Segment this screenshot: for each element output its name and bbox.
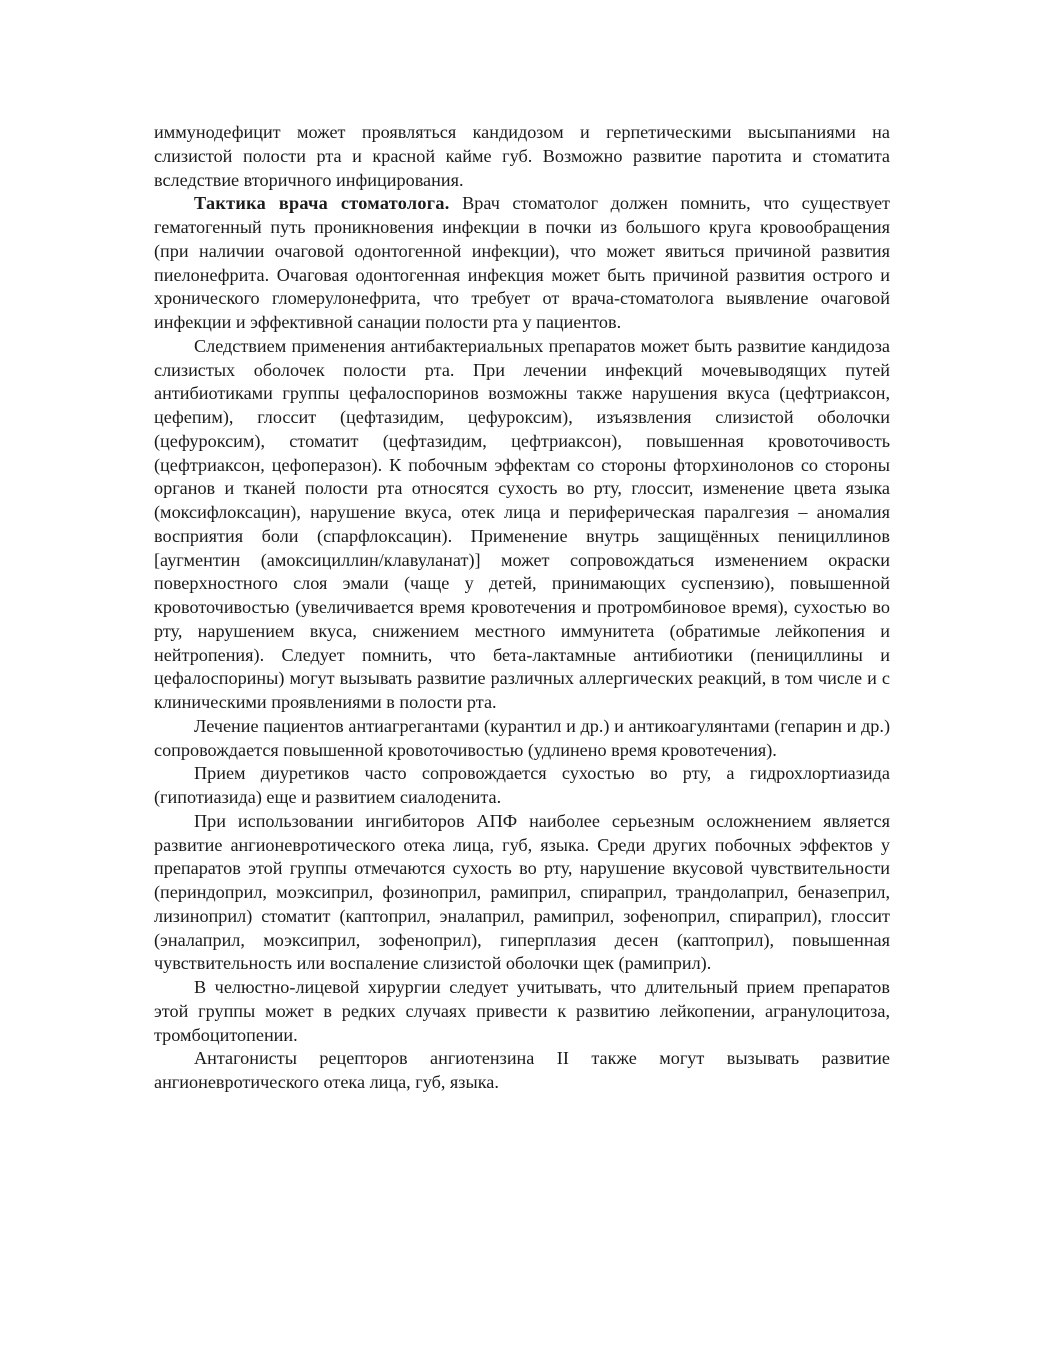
paragraph-ace-inhibitors [154, 810, 890, 976]
paragraph-text: Врач стоматолог должен помнить, что существует гематогенный путь проникновения инфекции в почки из большого круга кровообращения (при наличии очаговой одонтогенной инфекции), что может явиться причиной развития пиелонефрита. Очаговая одонтогенная инфекция может быть причиной развития острого и хронического гломерулонефрита, что требует от врача-стоматолога выявление очаговой инфекции и эффективной санации полости рта у пациентов. [154, 193, 890, 332]
paragraph-antiplatelet-agents [154, 715, 890, 763]
paragraph-text: В челюстно-лицевой хирургии следует учитывать, что длительный прием препаратов этой группы может в редких случаях привести к развитию лейкопении, агранулоцитоза, тромбоцитопении. [154, 977, 890, 1045]
paragraph-text: иммунодефицит может проявляться кандидозом и герпетическими высыпаниями на слизистой полости рта и красной кайме губ. Возможно развитие паротита и стоматита вследствие вторичного инфицирования. [154, 122, 890, 190]
paragraph-diuretics [154, 762, 890, 810]
paragraph-text: Лечение пациентов антиагрегантами (курантил и др.) и антикоагулянтами (гепарин и др.) сопровождается повышенной кровоточивостью (удлинено время кровотечения). [154, 715, 890, 760]
section-heading: Тактика врача стоматолога. [194, 193, 450, 214]
paragraph-antibacterial-drugs [154, 335, 890, 715]
paragraph-text: Следствием применения антибактериальных препаратов может быть развитие кандидоза слизистых оболочек полости рта. При лечении инфекций мочевыводящих путей антибиотиками группы цефалоспоринов возможны также нарушения вкуса (цефтриаксон, цефепим), глоссит (цефтазидим, цефуроксим), изъязвления слизистой оболочки (цефуроксим), стоматит (цефтазидим, цефтриаксон), повышенная кровоточивость (цефтриаксон, цефоперазон). К побочным эффектам со стороны фторхинолонов со стороны органов и тканей полости рта относятся сухость во рту, глоссит, изменение цвета языка (моксифлоксацин), нарушение вкуса, отек лица и периферическая паралгезия – аномалия восприятия боли (спарфлоксацин). Применение внутрь защищённых пенициллинов [аугментин (амоксициллин/клавуланат)] может сопровождаться изменением окраски поверхностного слоя эмали (чаще у детей, принимающих суспензию), повышенной кровоточивостью (увеличивается время кровотечения и протромбиновое время), сухостью во рту, нарушением вкуса, снижением местного иммунитета (обратимые лейкопения и нейтропения). Следует помнить, что бета-лактамные антибиотики (пенициллины и цефалоспорины) могут вызывать развитие различных аллергических реакций, в том числе и с клиническими проявлениями в полости рта. [154, 335, 890, 712]
paragraph-maxillofacial-surgery [154, 976, 890, 1047]
paragraph-immunodeficiency [154, 121, 890, 192]
paragraph-angiotensin-antagonists [154, 1047, 890, 1095]
paragraph-text: При использовании ингибиторов АПФ наиболее серьезным осложнением является развитие ангионевротического отека лица, губ, языка. Среди других побочных эффектов у препаратов этой группы отмечаются сухость во рту, нарушение вкусовой чувствительности (периндоприл, моэксиприл, фозиноприл, рамиприл, спираприл, трандолаприл, беназеприл, лизиноприл) стоматит (каптоприл, эналаприл, рамиприл, зофеноприл, спираприл), глоссит (эналаприл, моэксиприл, зофеноприл), гиперплазия десен (каптоприл), повышенная чувствительность или воспаление слизистой оболочки щек (рамиприл). [154, 810, 890, 974]
paragraph-text: Антагонисты рецепторов ангиотензина II также могут вызывать развитие ангионевротического отека лица, губ, языка. [154, 1048, 890, 1092]
paragraph-text: Прием диуретиков часто сопровождается сухостью во рту, а гидрохлортиазида (гипотиазида) еще и развитием сиалоденита. [154, 763, 890, 807]
paragraph-dentist-tactics [154, 192, 890, 335]
document-page [154, 121, 890, 1095]
